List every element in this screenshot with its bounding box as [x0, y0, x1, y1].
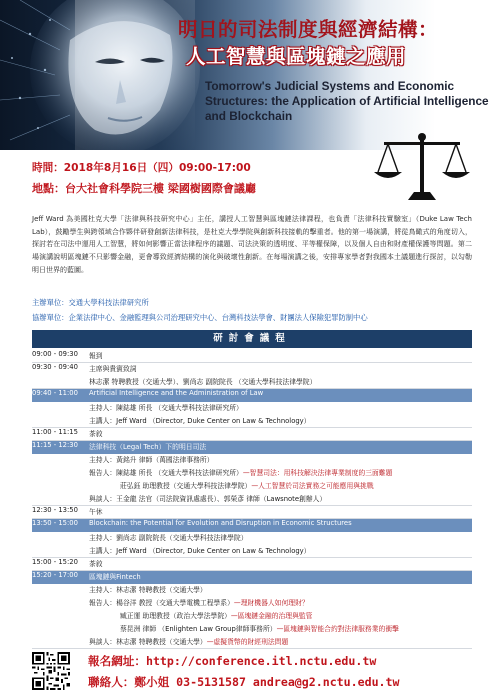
- agenda-event: 主講人：Jeff Ward （Director, Duke Center on Law & Technology）: [89, 417, 311, 425]
- agenda-session-row: [32, 571, 472, 584]
- agenda-row: [32, 623, 472, 636]
- agenda-title: 研討會議程: [32, 330, 472, 348]
- speaker-label: 臧正運 助理教授（政治大學法學院）: [120, 612, 231, 620]
- agenda-session-row: [32, 389, 472, 402]
- speaker-label: 報告人：楊谷洋 教授（交通大學電機工程學系）: [89, 599, 234, 607]
- agenda-session-row: [32, 519, 472, 532]
- agenda-row: [32, 584, 472, 597]
- event-place: 地點：台大社會科學院三樓 梁國樹國際會議廳: [32, 182, 256, 195]
- agenda-row: [32, 350, 472, 363]
- speaker-label: 蔡昆洲 律師 （Enlighten Law Group律師事務所）: [120, 625, 277, 633]
- speaker-topic: —區塊鏈金融的治理與監管: [230, 612, 313, 620]
- agenda-row: [32, 532, 472, 545]
- agenda-event: 主持人：陳鋕雄 所長 （交通大學科技法律研究所）: [89, 404, 243, 412]
- agenda-row: [32, 428, 472, 441]
- speaker-topic: —區塊鏈與智能合約對法律服務業的衝擊: [276, 625, 399, 633]
- agenda-row: [32, 506, 472, 519]
- agenda-event: 法律科技（Legal Tech）下的明日司法: [89, 443, 207, 451]
- agenda-event: Artificial Intelligence and the Administration of Law: [89, 389, 264, 397]
- co-organizers: 協辦單位：企業法律中心、金融監理與公司治理研究中心、台灣科技法學會、財團法人保險犯罪防制中心: [32, 313, 368, 322]
- agenda-row: [32, 493, 472, 506]
- agenda-session-row: [32, 441, 472, 454]
- agenda-time: 11:15 - 12:30: [32, 441, 78, 449]
- title-english: Tomorrow's Judicial Systems and Economic Structures: the Application of Artificial Intelligence and Blockchain: [205, 79, 489, 123]
- agenda-speaker: [120, 480, 374, 490]
- agenda-row: [32, 558, 472, 571]
- agenda-row: [32, 376, 472, 389]
- agenda-event: 與談人：王金龍 法官（司法院資訊處處長）、郭榮彥 律師（Lawsnote創辦人）: [89, 495, 327, 503]
- agenda-row: [32, 597, 472, 610]
- title-chinese: [178, 16, 490, 70]
- agenda-row: [32, 610, 472, 623]
- agenda-time: 09:00 - 09:30: [32, 350, 78, 358]
- agenda-event: 主講人：Jeff Ward （Director, Duke Center on Law & Technology）: [89, 547, 311, 555]
- title-line-1: 明日的司法制度與經濟結構：: [178, 18, 439, 41]
- agenda-event: 午休: [89, 508, 103, 516]
- agenda-row: [32, 467, 472, 480]
- agenda-event: 主席與貴賓致詞: [89, 365, 137, 373]
- agenda-event: 主持人：林志潔 特聘教授（交通大學）: [89, 586, 207, 594]
- agenda-time: 13:50 - 15:00: [32, 519, 78, 527]
- agenda-event: 區塊鏈與Fintech: [89, 573, 141, 581]
- main-organizer: 主辦單位：交通大學科技法律研究所: [32, 298, 149, 307]
- registration-url[interactable]: 報名網址：http://conference.itl.nctu.edu.tw: [88, 654, 377, 668]
- speaker-topic: —人工智慧於司法實務之可能應用與挑戰: [251, 482, 374, 490]
- scales-of-justice-icon: [372, 128, 472, 208]
- agenda-time: 12:30 - 13:50: [32, 506, 78, 514]
- agenda-speaker: [120, 610, 312, 620]
- agenda-time: 11:00 - 11:15: [32, 428, 78, 436]
- agenda-time: 09:40 - 11:00: [32, 389, 78, 397]
- agenda-row: [32, 480, 472, 493]
- agenda-event: Blockchain: the Potential for Evolution and Disruption in Economic Structures: [89, 519, 352, 527]
- speaker-label: 報告人：陳鋕雄 所長 （交通大學科技法律研究所）: [89, 469, 243, 477]
- agenda-row: [32, 402, 472, 415]
- agenda-time: 15:20 - 17:00: [32, 571, 78, 579]
- agenda-speaker: [89, 467, 392, 477]
- agenda-row: [32, 545, 472, 558]
- contact-info: 聯絡人：鄭小姐 03-5131587 andrea@g2.nctu.edu.tw: [88, 675, 400, 689]
- agenda-speaker: [89, 636, 288, 646]
- agenda-row: [32, 415, 472, 428]
- agenda-event: 報到: [89, 352, 103, 360]
- agenda-event: 茶敘: [89, 430, 103, 438]
- agenda-event: 林志潔 特聘教授（交通大學）、劉尚志 副院院長 （交通大學科技法律學院）: [89, 378, 317, 386]
- agenda-row: [32, 454, 472, 467]
- qr-code[interactable]: [32, 652, 70, 690]
- title-line-2: 人工智慧與區塊鏈之應用: [186, 45, 407, 68]
- agenda-row: [32, 363, 472, 376]
- event-time: 時間：2018年8月16日（四）09:00-17:00: [32, 162, 251, 174]
- agenda-speaker: [89, 597, 309, 607]
- speaker-topic: —智慧司法：用科技解決法律專業制度的三面難題: [242, 469, 393, 477]
- intro-paragraph: Jeff Ward 為美國杜克大學「法律與科技研究中心」主任，講授人工智慧與區塊鏈法律課程，也負責「法律科技實驗室」（Duke Law Tech Lab），鼓勵學生與跨領域合作夥伴研發創新法律科技，是杜克大學學院與創新科技接軌的擊重者。他的第一場演講，將從鳥瞰式的角度切入，探討若在司法中運用人工智慧，將如何影響正當法律程序的議題、司法決策的透明度、平等權保障，以及個人自由和財產權保護等問題。第二場演講說明區塊鏈不只影響金融，更會導致經濟結構的演化與破壞性創新。在每場演講之後，安排專家學者對我國本土議題進行探討，以勾勒明日世界的藍圖。: [32, 215, 472, 274]
- speaker-topic: —虛擬貨幣的財經刑法問題: [206, 638, 289, 646]
- agenda-speaker: [120, 623, 399, 633]
- agenda-event: 茶敘: [89, 560, 103, 568]
- speaker-label: 莊弘鈺 助理教授（交通大學科技法律學院）: [120, 482, 252, 490]
- agenda-event: 主持人：黃銘升 律師（萬國法律事務所）: [89, 456, 214, 464]
- agenda-table: [32, 350, 472, 649]
- agenda-row: [32, 636, 472, 649]
- speaker-label: 與談人：林志潔 特聘教授（交通大學）: [89, 638, 207, 646]
- agenda-time: 15:00 - 15:20: [32, 558, 78, 566]
- agenda-event: 主持人：劉尚志 副院院長（交通大學科技法律學院）: [89, 534, 248, 542]
- agenda-time: 09:30 - 09:40: [32, 363, 78, 371]
- speaker-topic: —理財機器人如何理財？: [233, 599, 309, 607]
